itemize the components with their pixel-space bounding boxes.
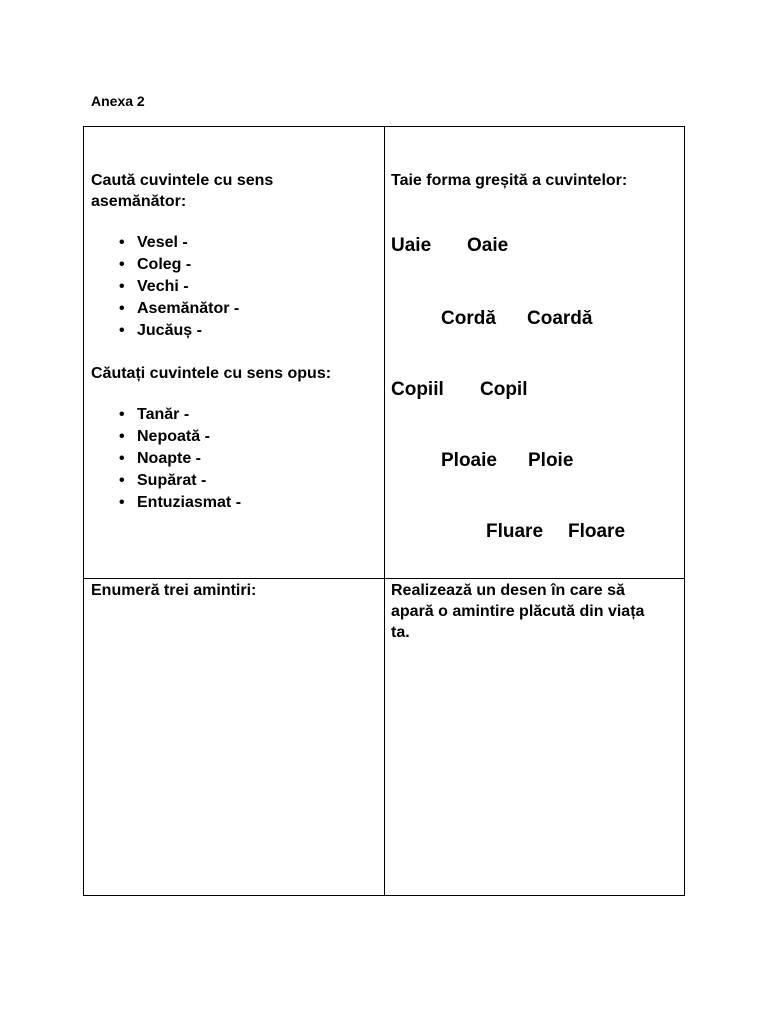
drawing-instruction-line1: Realizează un desen în care să xyxy=(391,582,625,599)
list-item: • Nepoată - xyxy=(91,426,371,448)
word-option[interactable]: Copil xyxy=(480,379,528,400)
table-row-divider xyxy=(84,578,684,579)
word-option[interactable]: Oaie xyxy=(467,235,509,256)
list-item: • Coleg - xyxy=(91,254,371,276)
synonyms-title-line2: asemănător: xyxy=(91,193,187,210)
list-item: • Supărat - xyxy=(91,470,371,492)
word-option[interactable]: Uaie xyxy=(391,235,432,256)
word-option[interactable]: Fluare xyxy=(486,521,544,542)
word-option[interactable]: Ploaie xyxy=(441,450,497,471)
word-option[interactable]: Ploie xyxy=(528,450,574,471)
annex-label: Anexa 2 xyxy=(91,93,145,109)
word-option[interactable]: Coardă xyxy=(527,308,593,329)
synonyms-list xyxy=(91,232,371,342)
cross-out-title: Taie forma greșită a cuvintelor: xyxy=(391,172,628,189)
table-column-divider xyxy=(384,127,385,895)
synonyms-title-line1: Caută cuvintele cu sens xyxy=(91,172,274,189)
worksheet-table xyxy=(83,126,685,896)
list-item: • Vesel - xyxy=(91,232,371,254)
word-option[interactable]: Cordă xyxy=(441,308,496,329)
list-item: • Tanăr - xyxy=(91,404,371,426)
antonyms-list xyxy=(91,404,371,514)
list-item: • Vechi - xyxy=(91,276,371,298)
memories-title: Enumeră trei amintiri: xyxy=(91,582,257,599)
drawing-instruction-line2: apară o amintire plăcută din viața xyxy=(391,603,645,620)
list-item: • Asemănător - xyxy=(91,298,371,320)
drawing-instruction-line3: ta. xyxy=(391,624,410,641)
word-option[interactable]: Copiil xyxy=(391,379,444,400)
list-item: • Noapte - xyxy=(91,448,371,470)
antonyms-title: Căutați cuvintele cu sens opus: xyxy=(91,365,332,382)
list-item: • Entuziasmat - xyxy=(91,492,371,514)
list-item: • Jucăuș - xyxy=(91,320,371,342)
word-option[interactable]: Floare xyxy=(568,521,626,542)
